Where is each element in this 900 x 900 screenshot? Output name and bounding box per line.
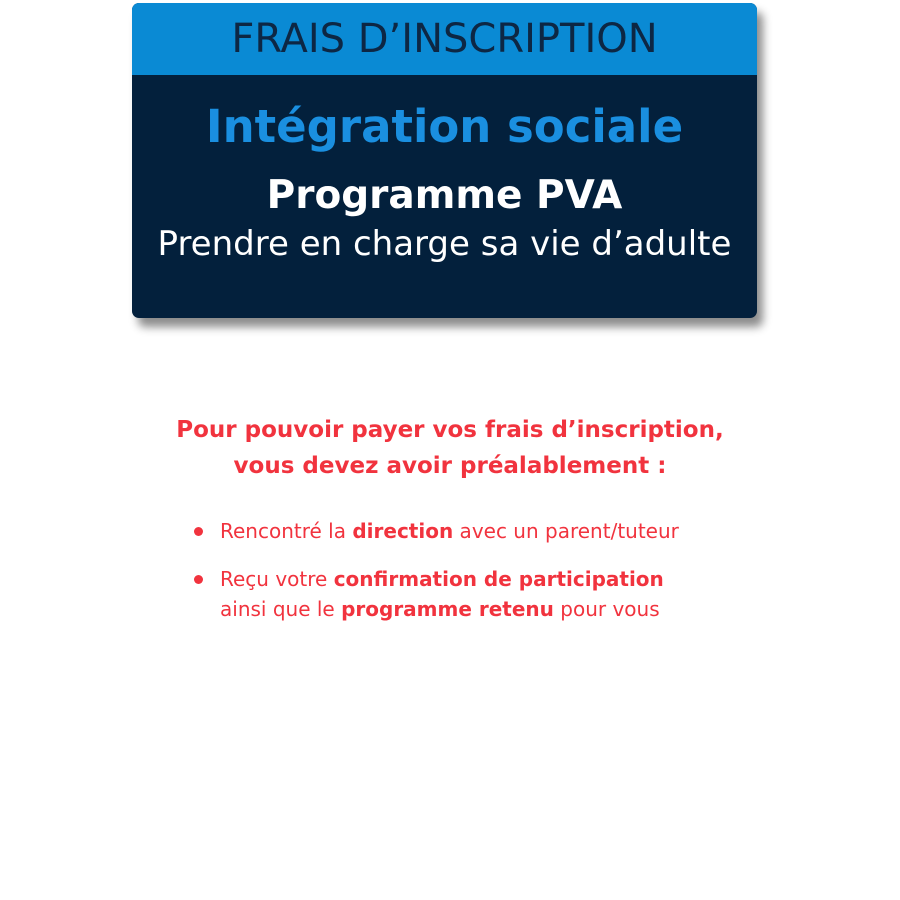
req-text: pour vous <box>553 597 660 621</box>
requirements-list <box>190 516 770 642</box>
req-bold: programme retenu <box>341 597 554 621</box>
req-text: ainsi que le <box>220 597 342 621</box>
intro-line-1: Pour pouvoir payer vos frais d’inscription, <box>176 417 724 443</box>
req-text: avec un parent/tuteur <box>453 519 679 543</box>
header-card <box>132 3 757 318</box>
bullet-icon <box>194 527 203 536</box>
req-text: Rencontré la <box>220 519 353 543</box>
program-tagline: Prendre en charge sa vie d’adulte <box>157 224 732 264</box>
list-item <box>190 564 770 624</box>
req-bold: direction <box>352 519 454 543</box>
req-text: Reçu votre <box>220 567 334 591</box>
intro-text <box>100 412 800 484</box>
card-header-band <box>132 3 757 75</box>
page-title: FRAIS D’INSCRIPTION <box>231 16 658 62</box>
list-item <box>190 516 770 546</box>
card-subtitle: Intégration sociale <box>205 100 684 153</box>
bullet-icon <box>194 575 203 584</box>
req-bold: confirmation de participation <box>333 567 664 591</box>
intro-line-2: vous devez avoir préalablement : <box>233 453 667 479</box>
program-name: Programme PVA <box>266 173 623 218</box>
